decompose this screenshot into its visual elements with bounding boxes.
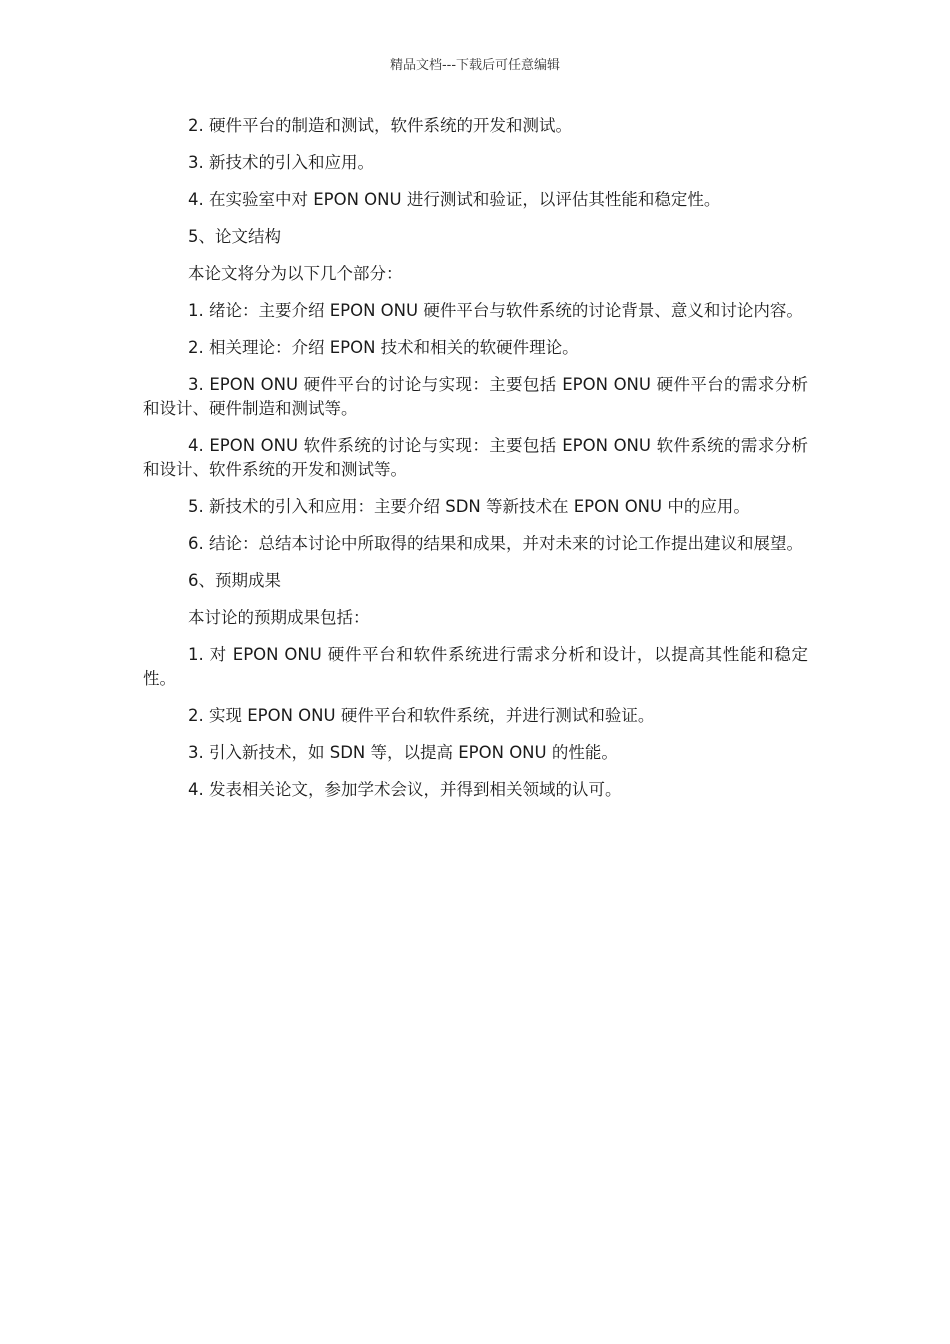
document-body <box>143 114 808 815</box>
section-heading-outcomes: 6、预期成果 <box>188 571 281 590</box>
paragraph-structure-1: 1. 绪论：主要介绍 EPON ONU 硬件平台与软件系统的讨论背景、意义和讨论内容。 <box>188 301 803 320</box>
paragraph-outcome-4: 4. 发表相关论文，参加学术会议，并得到相关领域的认可。 <box>188 780 622 799</box>
paragraph-goal-4: 4. 在实验室中对 EPON ONU 进行测试和验证，以评估其性能和稳定性。 <box>188 190 721 209</box>
paragraph-goal-2: 2. 硬件平台的制造和测试，软件系统的开发和测试。 <box>188 116 572 135</box>
paragraph-structure-6: 6. 结论：总结本讨论中所取得的结果和成果，并对未来的讨论工作提出建议和展望。 <box>188 534 803 553</box>
paragraph-structure-intro: 本论文将分为以下几个部分： <box>188 264 403 283</box>
paragraph-structure-3: 3. EPON ONU 硬件平台的讨论与实现：主要包括 EPON ONU 硬件平台的需求分析和设计、硬件制造和测试等。 <box>143 375 808 418</box>
paragraph-outcome-1: 1. 对 EPON ONU 硬件平台和软件系统进行需求分析和设计，以提高其性能和稳定性。 <box>143 645 808 688</box>
paragraph-structure-4: 4. EPON ONU 软件系统的讨论与实现：主要包括 EPON ONU 软件系统的需求分析和设计、软件系统的开发和测试等。 <box>143 436 808 479</box>
page-header: 精品文档---下载后可任意编辑 <box>389 58 561 73</box>
paragraph-outcomes-intro: 本讨论的预期成果包括： <box>188 608 370 627</box>
paragraph-outcome-3: 3. 引入新技术，如 SDN 等，以提高 EPON ONU 的性能。 <box>188 743 618 762</box>
paragraph-goal-3: 3. 新技术的引入和应用。 <box>188 153 374 172</box>
paragraph-structure-5: 5. 新技术的引入和应用：主要介绍 SDN 等新技术在 EPON ONU 中的应用。 <box>188 497 750 516</box>
paragraph-outcome-2: 2. 实现 EPON ONU 硬件平台和软件系统，并进行测试和验证。 <box>188 706 655 725</box>
paragraph-structure-2: 2. 相关理论：介绍 EPON 技术和相关的软硬件理论。 <box>188 338 579 357</box>
section-heading-structure: 5、论文结构 <box>188 227 281 246</box>
